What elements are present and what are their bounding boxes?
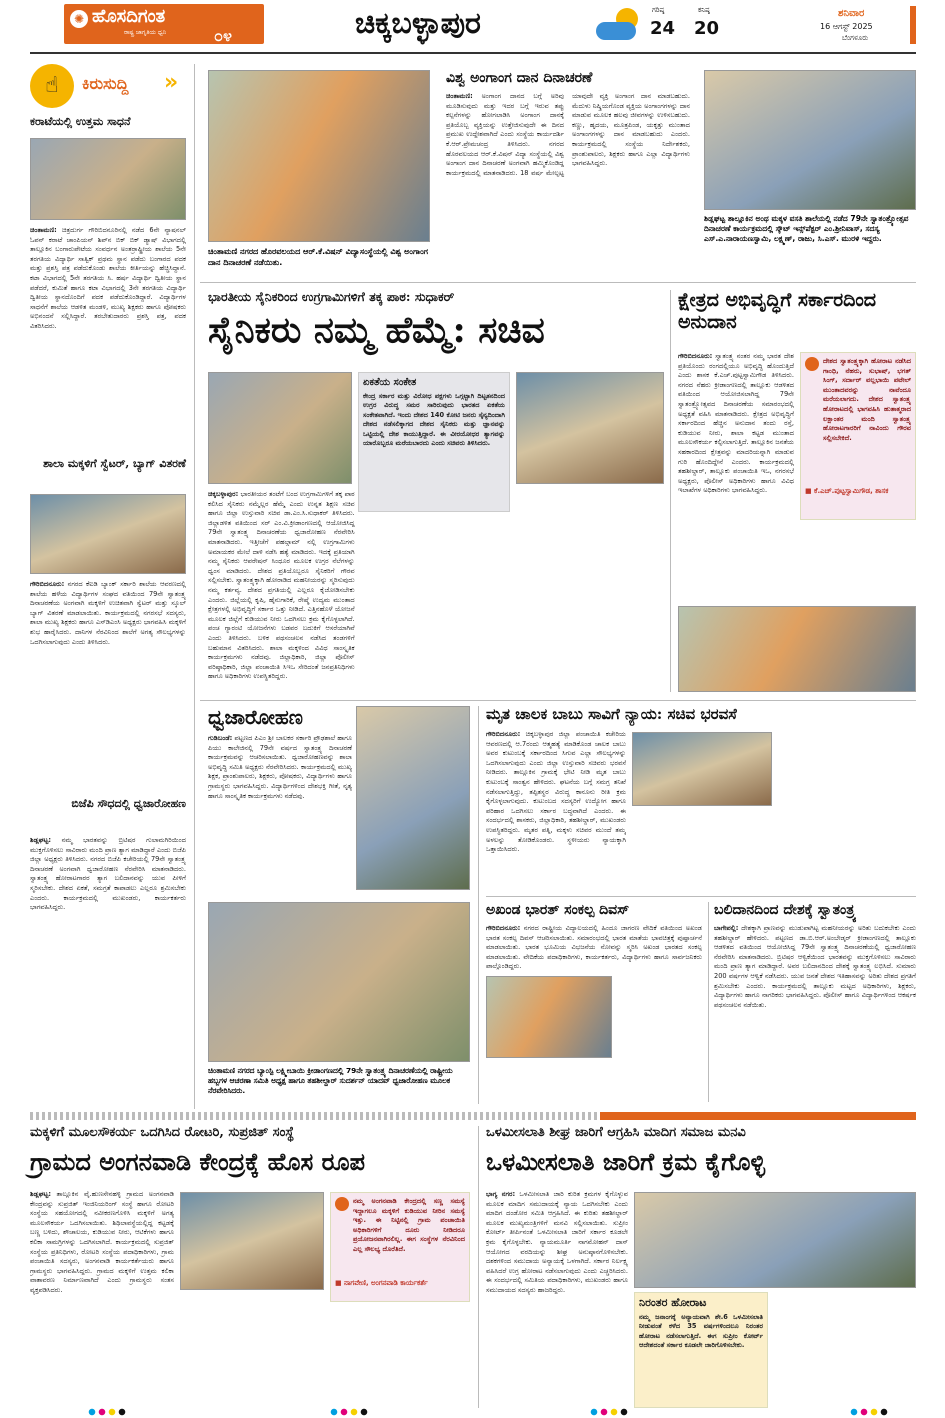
army-photo-1 [208, 372, 352, 484]
sweater-dateline: ಗೌರಿಬಿದನೂರು: [30, 580, 65, 588]
reservation-box-title: ನಿರಂತರ ಹೋರಾಟ [639, 1296, 707, 1309]
chevron-icon: » [164, 70, 179, 95]
stadium-caption: ಚಿಂತಾಮಣಿ ನಗರದ ಬ್ಯಾಂಸ್ಟಿ ಲಕ್ಷ್ಮೀಬಾಯಿ ಕ್ರೀಡಾಂಗಣದಲ್ಲಿ 79ನೇ ಸ್ವಾತಂತ್ರ್ಯ ದಿನಾಚರಣೆಯಲ್ಲಿ ರಾಷ್ಟ್ರೀಯ ಹಬ್ಬಗಳ ಆಚರಣಾ ಸಮಿತಿ ಅಧ್ಯಕ್ಷ ಹಾಗೂ ತಹಶೀಲ್ದಾರ್ ಸುದರ್ಶನ್ ಯಾದವ್ ಧ್ವಜಾರೋಹಣ ಮೂಲಕ ನೆರವೇರಿಸಿದರು. [208, 1066, 453, 1095]
karate-photo [30, 138, 186, 220]
bottom-band-accent [600, 1112, 916, 1120]
driver-photo [632, 732, 772, 806]
top-row-divider [200, 282, 916, 283]
issue-date: 16 ಆಗಸ್ಟ್ 2025 [820, 22, 873, 31]
driver-body-cont [632, 810, 916, 890]
karate-body: ಚಿಂತಾಮಣಿ: ಚಿತ್ರದುರ್ಗ ಗೌರಿಬಿದನೂರಿನಲ್ಲಿ ನಡೆದ 6ನೇ ನ್ಯಾಷನಲ್ ಓಪನ್ ಕರಾಟೆ ಚಾಂಪಿಯನ್ ಶಿಪ್‌ನ ಬಿಕ್ ಬಿಕ್ ಡ್ಯಾಷ್ ವಿಭಾಗದಲ್ಲಿ ತಾಲ್ಲೂಕಿನ ಬಂಗಾರುಪೇಟೆಯ ಸಂವರ್ಧನ ಅಂತರ್ರಾಷ್ಟ್ರೀಯ ಶಾಲೆಯ 5ನೇ ತರಗತಿಯ ವಿದ್ಯಾರ್ಥಿ ಸಾತ್ವಿಕ್ ಪ್ರಥಮ ಸ್ಥಾನ ಪಡೆದು ಬಂಗಾರದ ಪದಕ ಮತ್ತು ಪ್ರಶಸ್ತಿ ಪತ್ರ ಪಡೆದುಕೊಂಡು ಶಾಲೆಯ ಕೀರ್ತಿಯನ್ನು ಹೆಚ್ಚಿಸಿದ್ದಾನೆ. ಕಟಾ ವಿಭಾಗದಲ್ಲಿ 5ನೇ ತರಗತಿಯ ಸಿ. ಹರ್ಷ ವಿದ್ಯಾರ್ಥಿ ದ್ವಿತೀಯ ಸ್ಥಾನ ಪಡೆದರೆ, ಕುಮಿತೆ ಹಾಗೂ ಕಟಾ ವಿಭಾಗದಲ್ಲಿ 3ನೇ ತರಗತಿಯ ವಿದ್ಯಾರ್ಥಿ ದ್ವಿತೀಯ ಸ್ಥಾನದೊಂದಿಗೆ ಪದಕ ಪಡೆದುಕೊಂಡಿದ್ದಾರೆ. ವಿದ್ಯಾರ್ಥಿಗಳ ಸಾಧನೆಗೆ ಶಾಲೆಯ ಆಡಳಿತ ಮಂಡಳಿ, ಮುಖ್ಯ ಶಿಕ್ಷಕರು ಹಾಗೂ ಪೋಷಕರು ಅಭಿನಂದನೆ ಸಲ್ಲಿಸಿದ್ದಾರೆ. ತರಬೇತುದಾರರು ಪ್ರಶಸ್ತಿ ಪತ್ರ, ಪದಕ ವಿತರಿಸಿದರು. [30, 226, 186, 330]
mid-divider [200, 700, 916, 701]
bjp-body: ಶಿಡ್ಲಘಟ್ಟ: ನಮ್ಮ ಭಾರತವನ್ನು ಬ್ರಿಟಿಷರ ಗುಲಾಮಗಿರಿಯಿಂದ ಮುಕ್ತಗೊಳಿಸಲು ಸಾವಿರಾರು ಮಂದಿ ಪ್ರಾಣ ತ್ಯಾಗ ಮಾಡಿದ್ದಾರೆ ಎಂದು ಬಿಜೆಪಿ ಜಿಲ್ಲಾ ಅಧ್ಯಕ್ಷರು ತಿಳಿಸಿದರು. ನಗರದ ಬಿಜೆಪಿ ಕಚೇರಿಯಲ್ಲಿ 79ನೇ ಸ್ವಾತಂತ್ರ್ಯ ದಿನಾಚರಣೆ ಅಂಗವಾಗಿ ಧ್ವಜಾರೋಹಣ ನೆರವೇರಿಸಿ ಮಾತನಾಡಿದರು. ಸ್ವಾತಂತ್ರ್ಯ ಹೋರಾಟಗಾರರ ತ್ಯಾಗ ಬಲಿದಾನವನ್ನು ಯುವ ಪೀಳಿಗೆ ಸ್ಮರಿಸಬೇಕು. ದೇಶದ ಏಕತೆ, ಸಮಗ್ರತೆ ಕಾಪಾಡಲು ಎಲ್ಲರೂ ಶ್ರಮಿಸಬೇಕು ಎಂದರು. ಕಾರ್ಯಕ್ರಮದಲ್ಲಿ ಮುಖಂಡರು, ಕಾರ್ಯಕರ್ತರು ಭಾಗವಹಿಸಿದ್ದರು. [30, 836, 186, 912]
army-divider [670, 290, 671, 692]
anganwadi-quote: ನಮ್ಮ ಅಂಗನವಾಡಿ ಕೇಂದ್ರದಲ್ಲಿ ಸಣ್ಣ ಸಮಸ್ಯೆ ಇದ್ದಾಗಲೂ ಮಕ್ಕಳಿಗೆ ಕುಡಿಯುವ ನೀರಿನ ಸಮಸ್ಯೆ ಇತ್ತು. ಈ ನಿಟ್ಟಿನಲ್ಲಿ ಗ್ರಾಮ ಪಂಚಾಯಿತಿ ಅಧಿಕಾರಿಗಳಿಗೆ ದೂರು ನೀಡಿದರೂ ಪ್ರಯೋಜನವಾಗಿರಲಿಲ್ಲ. ಈಗ ಸಂಸ್ಥೆಗಳ ನೆರವಿನಿಂದ ಎಲ್ಲ ಸೌಲಭ್ಯ ದೊರೆತಿದೆ. [353, 1197, 465, 1253]
quote-icon [805, 357, 819, 371]
akhanda-body: ಗೌರಿಬಿದನೂರು: ನಗರದ ರಾಷ್ಟ್ರೀಯ ವಿದ್ಯಾಲಯದಲ್ಲಿ ಹಿಂದೂ ಜಾಗರಣ ವೇದಿಕೆ ವತಿಯಿಂದ ಅಖಂಡ ಭಾರತ ಸಂಕಲ್ಪ ದಿವಸ್ ಆಚರಿಸಲಾಯಿತು. ಸಮಾರಂಭದಲ್ಲಿ ಭಾರತ ಮಾತೆಯ ಭಾವಚಿತ್ರಕ್ಕೆ ಪುಷ್ಪಾರ್ಚನೆ ಮಾಡಲಾಯಿತು. ಭಾರತ ಭೂಮಿಯ ವಿಭಜನೆಯ ನೋವನ್ನು ಸ್ಮರಿಸಿ ಅಖಂಡ ಭಾರತದ ಸಂಕಲ್ಪ ಮಾಡಲಾಯಿತು. ವೇದಿಕೆಯ ಪದಾಧಿಕಾರಿಗಳು, ಕಾರ್ಯಕರ್ತರು, ವಿದ್ಯಾರ್ಥಿಗಳು ಹಾಗೂ ಸಾರ್ವಜನಿಕರು ಪಾಲ್ಗೊಂಡಿದ್ದರು. [486, 924, 702, 971]
organ-day-photo [208, 70, 430, 242]
min-temp: 20 [694, 18, 720, 39]
reservation-headline: ಒಳಮೀಸಲಾತಿ ಜಾರಿಗೆ ಕ್ರಮ ಕೈಗೊಳ್ಳಿ [486, 1147, 766, 1176]
dev-quote-box [800, 352, 916, 520]
dev-photo [678, 606, 916, 692]
reservation-photo [634, 1192, 916, 1288]
reservation-body: ಭಾಗ್ಯ ನಗರ: ಒಳಮೀಸಲಾತಿ ಜಾರಿ ಕುರಿತ ಕ್ರಮಗಳ ಕೈಗೊಳ್ಳುವ ಮೂಲಕ ಮಾದಿಗ ಸಮುದಾಯಕ್ಕೆ ನ್ಯಾಯ ಒದಗಿಸಬೇಕು ಎಂದು ಮಾದಿಗ ದಂಡೋರ ಸಮಿತಿ ಆಗ್ರಹಿಸಿದೆ. ಈ ಕುರಿತು ತಹಶೀಲ್ದಾರ್ ಮೂಲಕ ಮುಖ್ಯಮಂತ್ರಿಗಳಿಗೆ ಮನವಿ ಸಲ್ಲಿಸಲಾಯಿತು. ಸುಪ್ರೀಂ ಕೋರ್ಟ್ ತೀರ್ಪಿನಂತೆ ಒಳಮೀಸಲಾತಿ ಜಾರಿಗೆ ಸರ್ಕಾರ ಕೂಡಲೇ ಕ್ರಮ ಕೈಗೊಳ್ಳಬೇಕು. ನ್ಯಾಯಮೂರ್ತಿ ನಾಗಮೋಹನ್ ದಾಸ್ ಆಯೋಗದ ವರದಿಯನ್ನು ಶೀಘ್ರ ಅನುಷ್ಠಾನಗೊಳಿಸಬೇಕು. ದಶಕಗಳಿಂದ ಸಮುದಾಯ ಅನ್ಯಾಯಕ್ಕೆ ಒಳಗಾಗಿದೆ. ಸರ್ಕಾರ ನಿರ್ಲಕ್ಷ್ಯ ವಹಿಸಿದರೆ ಉಗ್ರ ಹೋರಾಟ ನಡೆಸಲಾಗುವುದು ಎಂದು ಎಚ್ಚರಿಸಿದರು. ಈ ಸಂದರ್ಭದಲ್ಲಿ ಸಮಿತಿಯ ಪದಾಧಿಕಾರಿಗಳು, ಮುಖಂಡರು ಹಾಗೂ ಸಮುದಾಯದ ಸದಸ್ಯರು ಹಾಜರಿದ್ದರು. [486, 1190, 628, 1294]
army-dateline: ಚಿಕ್ಕಬಳ್ಳಾಪುರ: [208, 490, 239, 498]
hand-icon: ☝ [30, 64, 74, 108]
masthead [30, 2, 920, 48]
reservation-box-text: ನಮ್ಮ ಜನಾಂಗಕ್ಕೆ ಅನ್ಯಾಯವಾಗಿ ಶೇ.6 ಒಳಮೀಸಲಾತಿ ನೀಡುವಂತೆ ಕಳೆದ 35 ವರ್ಷಗಳಿಂದಲೂ ನಿರಂತರ ಹೋರಾಟ ನಡೆಸಲಾಗುತ್ತಿದೆ. ಈಗ ಸುಪ್ರೀಂ ಕೋರ್ಟ್ ಆದೇಶದಂತೆ ಸರ್ಕಾರ ಕೂಡಲೇ ಜಾರಿಗೊಳಿಸಬೇಕು. [639, 1312, 763, 1350]
registration-marks-right [590, 1408, 630, 1416]
dev-dateline: ಗೌರಿಬಿದನೂರು: [678, 352, 713, 360]
flag-headline: ಧ್ವಜಾರೋಹಣ [208, 705, 303, 729]
anganwadi-quote-box [330, 1192, 470, 1302]
registration-marks-far-right [850, 1408, 890, 1416]
issue-day: ಶನಿವಾರ [838, 8, 865, 19]
bottom-divider [478, 1126, 479, 1408]
anganwadi-photo [180, 1192, 324, 1290]
anganwadi-kicker: ಮಕ್ಕಳಿಗೆ ಮೂಲಸೌಕರ್ಯ ಒದಗಿಸಿದ ರೋಟರಿ, ಸುಪ್ರಜಿತ್ ಸಂಸ್ಥೆ [30, 1125, 295, 1140]
sweater-body: ಗೌರಿಬಿದನೂರು: ನಗರದ ಕೆಐಡಿ ಬ್ಯಾಂಕ್ ಸರ್ಕಾರಿ ಶಾಲೆಯ ಆವರಣದಲ್ಲಿ ಶಾಲೆಯ ಹಳೆಯ ವಿದ್ಯಾರ್ಥಿಗಳ ಸಂಘದ ವತಿಯಿಂದ 79ನೇ ಸ್ವಾತಂತ್ರ್ಯ ದಿನಾಚರಣೆಯ ಅಂಗವಾಗಿ ಮಕ್ಕಳಿಗೆ ಉಚಿತವಾಗಿ ಸ್ವೆಟರ್ ಮತ್ತು ಸ್ಕೂಲ್ ಬ್ಯಾಗ್ ವಿತರಣೆ ಮಾಡಲಾಯಿತು. ಕಾರ್ಯಕ್ರಮದಲ್ಲಿ ನಗರಸಭೆ ಸದಸ್ಯರು, ಶಾಲಾ ಮುಖ್ಯ ಶಿಕ್ಷಕರು ಹಾಗೂ ಎಸ್‌ಡಿಎಂಸಿ ಅಧ್ಯಕ್ಷರು ಭಾಗವಹಿಸಿ ಮಕ್ಕಳಿಗೆ ಶುಭ ಹಾರೈಸಿದರು. ದಾನಿಗಳ ನೆರವಿನಿಂದ ಶಾಲೆಗೆ ಅಗತ್ಯ ಸೌಲಭ್ಯಗಳನ್ನು ಒದಗಿಸಲಾಗುವುದು ಎಂದು ತಿಳಿಸಿದರು. [30, 580, 186, 646]
anganwadi-body: ಶಿಡ್ಲಘಟ್ಟ: ತಾಲ್ಲೂಕಿನ ವೈ.ಹುಣಸೇನಹಳ್ಳಿ ಗ್ರಾಮದ ಅಂಗನವಾಡಿ ಕೇಂದ್ರವನ್ನು ಸುಪ್ರಜಿತ್ ಇಂಜಿನಿಯರಿಂಗ್ ಸಂಸ್ಥೆ ಹಾಗೂ ರೋಟರಿ ಸಂಸ್ಥೆಯ ಸಹಯೋಗದಲ್ಲಿ ನವೀಕರಣಗೊಳಿಸಿ ಮಕ್ಕಳಿಗೆ ಅಗತ್ಯ ಮೂಲಸೌಕರ್ಯ ಒದಗಿಸಲಾಯಿತು. ಶಿಥಿಲಾವಸ್ಥೆಯಲ್ಲಿದ್ದ ಕಟ್ಟಡಕ್ಕೆ ಬಣ್ಣ ಬಳಿದು, ಶೌಚಾಲಯ, ಕುಡಿಯುವ ನೀರು, ಆಟಿಕೆಗಳು ಹಾಗೂ ಕಲಿಕಾ ಸಾಮಗ್ರಿಗಳನ್ನು ಒದಗಿಸಲಾಗಿದೆ. ಕಾರ್ಯಕ್ರಮದಲ್ಲಿ ಸುಪ್ರಜಿತ್ ಸಂಸ್ಥೆಯ ಪ್ರತಿನಿಧಿಗಳು, ರೋಟರಿ ಸಂಸ್ಥೆಯ ಪದಾಧಿಕಾರಿಗಳು, ಗ್ರಾಮ ಪಂಚಾಯಿತಿ ಸದಸ್ಯರು, ಅಂಗನವಾಡಿ ಕಾರ್ಯಕರ್ತೆಯರು ಹಾಗೂ ಗ್ರಾಮಸ್ಥರು ಭಾಗವಹಿಸಿದ್ದರು. ಗ್ರಾಮದ ಮಕ್ಕಳಿಗೆ ಉತ್ತಮ ಕಲಿಕಾ ವಾತಾವರಣ ನಿರ್ಮಾಣವಾಗಿದೆ ಎಂದು ಗ್ರಾಮಸ್ಥರು ಸಂತಸ ವ್ಯಕ್ತಪಡಿಸಿದರು. [30, 1190, 174, 1294]
anganwadi-dateline: ಶಿಡ್ಲಘಟ್ಟ: [30, 1190, 51, 1198]
army-kicker: ಭಾರತೀಯ ಸೈನಿಕರಿಂದ ಉಗ್ರಗಾಮಿಗಳಿಗೆ ತಕ್ಕ ಪಾಠ: ಸುಧಾಕರ್ [208, 289, 455, 304]
anganwadi-headline: ಗ್ರಾಮದ ಅಂಗನವಾಡಿ ಕೇಂದ್ರಕ್ಕೆ ಹೊಸ ರೂಪ [30, 1147, 365, 1176]
army-headline: ಸೈನಿಕರು ನಮ್ಮ ಹೆಮ್ಮೆ: ಸಚಿವ [208, 309, 545, 351]
anganwadi-quote-by: ■ ನಾಗವೇಣಿ, ಅಂಗನವಾಡಿ ಕಾರ್ಯಕರ್ತೆ [335, 1279, 428, 1287]
organ-dateline: ಚಿಂತಾಮಣಿ: [446, 92, 473, 100]
akhanda-divider [708, 902, 709, 1102]
min-label: ಕನಿಷ್ಠ [698, 6, 710, 14]
sacrifice-headline: ಬಲಿದಾನದಿಂದ ದೇಶಕ್ಕೆ ಸ್ವಾತಂತ್ರ್ಯ [714, 902, 857, 918]
left-column-divider [194, 64, 195, 1109]
registration-marks-mid [330, 1408, 370, 1416]
dev-quote: ದೇಶದ ಸ್ವಾತಂತ್ರ್ಯಕ್ಕಾಗಿ ಹೋರಾಟ ನಡೆಸಿದ ಗಾಂಧಿ, ನೆಹರು, ಸುಭಾಷ್, ಭಗತ್ ಸಿಂಗ್, ಸರ್ದಾರ್ ವಲ್ಲಭಾಯಿ ಪಟೇಲ್ ಮುಂತಾದವರನ್ನು ನಾವೆಂದೂ ಮರೆಯಲಾಗದು. ದೇಶದ ಸ್ವಾತಂತ್ರ್ಯ ಹೋರಾಟದಲ್ಲಿ ಭಾಗವಹಿಸಿ ಹುತಾತ್ಮರಾದ ಲಕ್ಷಾಂತರ ಮಂದಿ ಸ್ವಾತಂತ್ರ್ಯ ಹೋರಾಟಗಾರರಿಗೆ ನಾವಿಂದು ಗೌರವ ಸಲ್ಲಿಸಬೇಕಿದೆ. [823, 357, 911, 442]
driver-dateline: ಗೌರಿಬಿದನೂರು: [486, 730, 521, 738]
logo-text: ಹೊಸದಿಗಂತ [92, 6, 166, 27]
bjp-headline: ಬಿಜೆಪಿ ಸೌಧದಲ್ಲಿ ಧ್ವಜಾರೋಹಣ [71, 797, 186, 810]
stadium-photo [208, 902, 470, 1062]
sweater-headline: ಶಾಲಾ ಮಕ್ಕಳಿಗೆ ಸ್ವೆಟರ್, ಬ್ಯಾಗ್ ವಿತರಣೆ [43, 457, 186, 470]
reservation-body-2 [774, 1292, 916, 1408]
flag-divider [478, 706, 479, 1104]
akhanda-dateline: ಗೌರಿಬಿದನೂರು: [486, 924, 521, 932]
edition-title: ಚಿಕ್ಕಬಳ್ಳಾಪುರ [355, 6, 481, 41]
flag-dateline: ಗುಡಿಬಂಡೆ: [208, 734, 233, 742]
anganwadi-body-3 [330, 1306, 470, 1408]
issue-city: ಬೆಂಗಳೂರು [842, 34, 869, 42]
karate-dateline: ಚಿಂತಾಮಣಿ: [30, 226, 57, 234]
sweater-photo [30, 494, 186, 574]
unity-box-text: ಕೇಂದ್ರ ಸರ್ಕಾರ ಮತ್ತು ವಿರೋಧ ಪಕ್ಷಗಳು ಒಗ್ಗಟ್ಟಾಗಿ ದಿಟ್ಟತನದಿಂದ ಉಗ್ರರ ವಿರುದ್ಧ ಸಮರ ಸಾರಿರುವುದು ಭಾರತದ ಏಕತೆಯ ಸಂಕೇತವಾಗಿದೆ. ಇಂದು ದೇಶದ 140 ಕೋಟಿ ಜನರು ಸೈನ್ಯದಿಂದಾಗಿ ದೇಶದ ನಡೆಸಲಿಕ್ಕಾಗದ ದೇಶದ ಸೈನಿಕರು ಮತ್ತು ಜ್ಞಾನವನ್ನು ಒಟ್ಟಿಯಲ್ಲಿ ದೇಶ ಕಾಯುತ್ತಿದ್ದಾರೆ. ಈ ವೀರಯೋಧರ ತ್ಯಾಗವನ್ನು ಯಾರೊಬ್ಬರೂ ಮರೆಯಬಾರದು ಎಂದು ಸಚಿವರು ತಿಳಿಸಿದರು. [363, 391, 505, 448]
reservation-kicker: ಒಳಮೀಸಲಾತಿ ಶೀಘ್ರ ಜಾರಿಗೆ ಆಗ್ರಹಿಸಿ ಮಾದಿಗ ಸಮಾಜ ಮನವಿ [486, 1125, 746, 1140]
lamp-icon: ✺ [70, 10, 88, 28]
dev-body: ಗೌರಿಬಿದನೂರು: ಸ್ವಾತಂತ್ರ್ಯ ನಂತರ ನಮ್ಮ ಭಾರತ ದೇಶ ಪ್ರತಿಯೊಂದು ರಂಗದಲ್ಲಿಯೂ ಅಭಿವೃದ್ಧಿ ಹೊಂದುತ್ತಿದೆ ಎಂದು ಶಾಸಕ ಕೆ.ಎಚ್.ಪುಟ್ಟಸ್ವಾಮಿಗೌಡ ತಿಳಿಸಿದರು. ನಗರದ ನೆಹರು ಕ್ರೀಡಾಂಗಣದಲ್ಲಿ ತಾಲ್ಲೂಕು ಆಡಳಿತದ ವತಿಯಿಂದ ಆಯೋಜಿಸಲಾಗಿದ್ದ 79ನೇ ಸ್ವಾತಂತ್ರ್ಯೋತ್ಸವದ ದಿನಾಚರಣೆಯ ಸಮಾರಂಭದಲ್ಲಿ ಅಧ್ಯಕ್ಷತೆ ವಹಿಸಿ ಮಾತನಾಡಿದರು. ಕ್ಷೇತ್ರದ ಅಭಿವೃದ್ಧಿಗೆ ಸರ್ಕಾರದಿಂದ ಹೆಚ್ಚಿನ ಅನುದಾನ ತಂದು ರಸ್ತೆ, ಕುಡಿಯುವ ನೀರು, ಶಾಲಾ ಕಟ್ಟಡ ಮುಂತಾದ ಮೂಲಸೌಕರ್ಯ ಕಲ್ಪಿಸಲಾಗುತ್ತಿದೆ. ತಾಲ್ಲೂಕಿನ ಜನತೆಯ ಸಹಕಾರದಿಂದ ಕ್ಷೇತ್ರವನ್ನು ಮಾದರಿಯನ್ನಾಗಿ ಮಾಡುವ ಗುರಿ ಹೊಂದಿದ್ದೇನೆ ಎಂದರು. ಕಾರ್ಯಕ್ರಮದಲ್ಲಿ ತಹಶೀಲ್ದಾರ್, ತಾಲ್ಲೂಕು ಪಂಚಾಯಿತಿ ಇಒ, ನಗರಸಭೆ ಅಧ್ಯಕ್ಷರು, ಪೊಲೀಸ್ ಅಧಿಕಾರಿಗಳು ಹಾಗೂ ವಿವಿಧ ಇಲಾಖೆಗಳ ಅಧಿಕಾರಿಗಳು ಭಾಗವಹಿಸಿದ್ದರು. [678, 352, 794, 495]
logo-tagline: ರಾಷ್ಟ್ರ ಜಾಗೃತಿಯ ಧ್ವನಿ [124, 29, 167, 36]
akhanda-photo [486, 976, 612, 1058]
header-accent [910, 6, 916, 44]
max-temp: 24 [650, 18, 676, 39]
army-photo-2 [516, 372, 664, 484]
akhanda-body-side [616, 976, 702, 1100]
quote-icon [335, 1197, 349, 1211]
sacrifice-dateline: ಬಾಗೇಪಲ್ಲಿ: [714, 924, 739, 932]
scout-photo [704, 70, 916, 210]
driver-headline: ಮೃತ ಚಾಲಕ ಬಾಬು ಸಾವಿಗೆ ನ್ಯಾಯ: ಸಚಿವ ಭರವಸೆ [486, 705, 737, 723]
driver-body: ಗೌರಿಬಿದನೂರು: ಚಿಕ್ಕಬಳ್ಳಾಪುರ ಜಿಲ್ಲಾ ಪಂಚಾಯಿತಿ ಕಚೇರಿಯ ಆವರಣದಲ್ಲಿ ಆ.7ರಂದು ಆತ್ಮಹತ್ಯೆ ಮಾಡಿಕೊಂಡ ಚಾಲಕ ಬಾಬು ಅವರ ಕುಟುಂಬಕ್ಕೆ ಸರ್ಕಾರದಿಂದ ಸಿಗುವ ಎಲ್ಲಾ ಸೌಲಭ್ಯಗಳನ್ನು ಒದಗಿಸಲಾಗುವುದು ಎಂದು ಜಿಲ್ಲಾ ಉಸ್ತುವಾರಿ ಸಚಿವರು ಭರವಸೆ ನೀಡಿದರು. ತಾಲ್ಲೂಕಿನ ಗ್ರಾಮಕ್ಕೆ ಭೇಟಿ ನೀಡಿ ಮೃತ ಬಾಬು ಕುಟುಂಬಕ್ಕೆ ಸಾಂತ್ವನ ಹೇಳಿದರು. ಘಟನೆಯ ಬಗ್ಗೆ ಸಮಗ್ರ ತನಿಖೆ ನಡೆಸಲಾಗುತ್ತಿದ್ದು, ತಪ್ಪಿತಸ್ಥರ ವಿರುದ್ಧ ಕಾನೂನು ರೀತಿ ಕ್ರಮ ಕೈಗೊಳ್ಳಲಾಗುವುದು. ಕುಟುಂಬದ ಸದಸ್ಯರಿಗೆ ಉದ್ಯೋಗ ಹಾಗೂ ಪರಿಹಾರ ಒದಗಿಸಲು ಸರ್ಕಾರ ಬದ್ಧವಾಗಿದೆ ಎಂದರು. ಈ ಸಂದರ್ಭದಲ್ಲಿ ಶಾಸಕರು, ಜಿಲ್ಲಾಧಿಕಾರಿ, ತಹಶೀಲ್ದಾರ್, ಮುಖಂಡರು ಉಪಸ್ಥಿತರಿದ್ದರು. ಮೃತರ ಪತ್ನಿ, ಮಕ್ಕಳು ಸಚಿವರ ಮುಂದೆ ತಮ್ಮ ಅಳಲನ್ನು ತೋಡಿಕೊಂಡರು. ಸ್ಥಳೀಯರು ನ್ಯಾಯಕ್ಕಾಗಿ ಒತ್ತಾಯಿಸಿದರು. [486, 730, 626, 854]
karate-headline: ಕರಾಟೆಯಲ್ಲಿ ಉತ್ತಮ ಸಾಧನೆ [30, 115, 131, 128]
dev-headline: ಕ್ಷೇತ್ರದ ಅಭಿವೃದ್ಧಿಗೆ ಸರ್ಕಾರದಿಂದ ಅನುದಾನ [678, 289, 877, 333]
akhanda-headline: ಅಖಂಡ ಭಾರತ್ ಸಂಕಲ್ಪ ದಿವಸ್ [486, 902, 630, 918]
driver-divider [486, 896, 916, 897]
organ-day-caption: ಚಿಂತಾಮಣಿ ನಗರದ ಹೊರವಲಯದ ಆರ್.ಕೆ.ವಿಷನ್ ವಿದ್ಯಾಸಂಸ್ಥೆಯಲ್ಲಿ ವಿಶ್ವ ಅಂಗಾಂಗ ದಾನ ದಿನಾಚರಣೆ ನಡೆಯಿತು. [208, 247, 428, 267]
reservation-dateline: ಭಾಗ್ಯ ನಗರ: [486, 1190, 516, 1198]
registration-marks-left [88, 1408, 128, 1416]
army-body: ಚಿಕ್ಕಬಳ್ಳಾಪುರ: ಭಾರತೀಯರ ತಂಟೆಗೆ ಬಂದ ಉಗ್ರಗಾಮಿಗಳಿಗೆ ತಕ್ಕ ಪಾಠ ಕಲಿಸಿದ ಸೈನಿಕರು ನಮ್ಮೆಲ್ಲರ ಹೆಮ್ಮೆ ಎಂದು ಉನ್ನತ ಶಿಕ್ಷಣ ಸಚಿವ ಹಾಗೂ ಜಿಲ್ಲಾ ಉಸ್ತುವಾರಿ ಸಚಿವ ಡಾ.ಎಂ.ಸಿ.ಸುಧಾಕರ್ ತಿಳಿಸಿದರು. ಜಿಲ್ಲಾಡಳಿತ ವತಿಯಿಂದ ಸರ್ ಎಂ.ವಿ.ಕ್ರೀಡಾಂಗಣದಲ್ಲಿ ಆಯೋಜಿಸಿದ್ದ 79ನೇ ಸ್ವಾತಂತ್ರ್ಯ ದಿನಾಚರಣೆಯ ಧ್ವಜಾರೋಹಣ ನೆರವೇರಿಸಿ ಮಾತನಾಡಿದರು. ಇತ್ತೀಚೆಗೆ ಪಹಲ್ಗಾಮ್ ನಲ್ಲಿ ಉಗ್ರಗಾಮಿಗಳು ಅಮಾಯಕರ ಮೇಲೆ ದಾಳಿ ನಡೆಸಿ ಹತ್ಯೆ ಮಾಡಿದರು. ಇದಕ್ಕೆ ಪ್ರತಿಯಾಗಿ ನಮ್ಮ ಸೈನಿಕರು ಆಪರೇಷನ್ ಸಿಂಧೂರ ಮೂಲಕ ಉಗ್ರರ ನೆಲೆಗಳನ್ನು ಧ್ವಂಸ ಮಾಡಿದರು. ದೇಶದ ಪ್ರತಿಯೊಬ್ಬರೂ ಸೈನಿಕರಿಗೆ ಗೌರವ ಸಲ್ಲಿಸಬೇಕು. ಸ್ವಾತಂತ್ರ್ಯಕ್ಕಾಗಿ ಹೋರಾಡಿದ ಮಹನೀಯರನ್ನು ಸ್ಮರಿಸುವುದು ನಮ್ಮ ಕರ್ತವ್ಯ. ದೇಶದ ಪ್ರಗತಿಯಲ್ಲಿ ಎಲ್ಲರೂ ಕೈಜೋಡಿಸಬೇಕು ಎಂದರು. ಜಿಲ್ಲೆಯಲ್ಲಿ ಕೃಷಿ, ಹೈನುಗಾರಿಕೆ, ರೇಷ್ಮೆ ಉದ್ಯಮ ಮುಂತಾದ ಕ್ಷೇತ್ರಗಳಲ್ಲಿ ಅಭಿವೃದ್ಧಿಗೆ ಸರ್ಕಾರ ಒತ್ತು ನೀಡಿದೆ. ಎತ್ತಿನಹೊಳೆ ಯೋಜನೆ ಮೂಲಕ ಜಿಲ್ಲೆಗೆ ಕುಡಿಯುವ ನೀರು ಒದಗಿಸಲು ಕ್ರಮ ಕೈಗೊಳ್ಳಲಾಗಿದೆ. ಪಂಚ ಗ್ಯಾರಂಟಿ ಯೋಜನೆಗಳು ಬಡವರ ಬದುಕಿಗೆ ಆಸರೆಯಾಗಿವೆ ಎಂದು ತಿಳಿಸಿದರು. ಬಳಿಕ ಪಥಸಂಚಲನ ನಡೆಸಿದ ತಂಡಗಳಿಗೆ ಬಹುಮಾನ ವಿತರಿಸಿದರು. ಶಾಲಾ ಮಕ್ಕಳಿಂದ ವಿವಿಧ ಸಾಂಸ್ಕೃತಿಕ ಕಾರ್ಯಕ್ರಮಗಳು ನಡೆದವು. ಜಿಲ್ಲಾಧಿಕಾರಿ, ಜಿಲ್ಲಾ ಪೊಲೀಸ್ ವರಿಷ್ಠಾಧಿಕಾರಿ, ಜಿಲ್ಲಾ ಪಂಚಾಯಿತಿ ಸಿಇಒ ಸೇರಿದಂತೆ ಜನಪ್ರತಿನಿಧಿಗಳು ಹಾಗೂ ಅಧಿಕಾರಿಗಳು ಉಪಸ್ಥಿತರಿದ್ದರು. [208, 490, 355, 681]
page-number: ೦೪ [214, 26, 232, 45]
flag-photo [356, 706, 470, 890]
kirusuddi-badge [30, 64, 184, 108]
weather-icon [592, 8, 644, 44]
organ-body: ಚಿಂತಾಮಣಿ: ಅಂಗಾಂಗ ದಾನದ ಬಗ್ಗೆ ಅರಿವು ಮೂಡಿಸುವುದು ಮತ್ತು ಇದರ ಬಗ್ಗೆ ಇರುವ ತಪ್ಪು ಕಲ್ಪನೆಗಳನ್ನು ಹೋಗಲಾಡಿಸಿ ಅಂಗಾಂಗ ದಾನಕ್ಕೆ ಪ್ರತಿಯೊಬ್ಬ ವ್ಯಕ್ತಿಯನ್ನು ಉತ್ತೇಜಿಸುವುದೇ ಈ ದಿನದ ಪ್ರಮುಖ ಉದ್ದೇಶವಾಗಿದೆ ಎಂದು ಸಂಸ್ಥೆಯ ಕಾರ್ಯದರ್ಶಿ ಕೆ.ಆರ್.ಪ್ರೇಮಚಂದ್ರ ತಿಳಿಸಿದರು. ನಗರದ ಹೊರವಲಯದ ಆರ್.ಕೆ.ವಿಷನ್ ವಿದ್ಯಾ ಸಂಸ್ಥೆಯಲ್ಲಿ ವಿಶ್ವ ಅಂಗಾಂಗ ದಾನ ದಿನಾಚರಣೆ ಅಂಗವಾಗಿ ಹಮ್ಮಿಕೊಂಡಿದ್ದ ಕಾರ್ಯಕ್ರಮದಲ್ಲಿ ಮಾತನಾಡಿದರು. 18 ವರ್ಷ ಮೇಲ್ಪಟ್ಟ ಯಾವುದೇ ವ್ಯಕ್ತಿ ಅಂಗಾಂಗ ದಾನ ಮಾಡಬಹುದು. ಮೆದುಳು ನಿಷ್ಕ್ರಿಯಗೊಂಡ ವ್ಯಕ್ತಿಯ ಅಂಗಾಂಗಗಳನ್ನು ದಾನ ಮಾಡುವ ಮೂಲಕ ಹಲವು ಜೀವಗಳನ್ನು ಉಳಿಸಬಹುದು. ಕಣ್ಣು, ಹೃದಯ, ಮೂತ್ರಪಿಂಡ, ಯಕೃತ್ತು ಮುಂತಾದ ಅಂಗಾಂಗಗಳನ್ನು ದಾನ ಮಾಡಬಹುದು ಎಂದರು. ಕಾರ್ಯಕ್ರಮದಲ್ಲಿ ಸಂಸ್ಥೆಯ ನಿರ್ದೇಶಕರು, ಪ್ರಾಂಶುಪಾಲರು, ಶಿಕ್ಷಕರು ಹಾಗೂ ಎಲ್ಲಾ ವಿದ್ಯಾರ್ಥಿಗಳು ಭಾಗವಹಿಸಿದ್ದರು. [446, 92, 690, 177]
max-label: ಗರಿಷ್ಠ [652, 6, 665, 14]
sacrifice-body: ಬಾಗೇಪಲ್ಲಿ: ದೇಶಕ್ಕಾಗಿ ಪ್ರಾಣವನ್ನು ಮುಡುಪಾಗಿಟ್ಟ ಮಹನೀಯರನ್ನು ಅರಿತು ಬದುಕಬೇಕು ಎಂದು ತಹಶೀಲ್ದಾರ್ ಹೇಳಿದರು. ಪಟ್ಟಣದ ಡಾ.ಬಿ.ಆರ್.ಅಂಬೇಡ್ಕರ್ ಕ್ರೀಡಾಂಗಣದಲ್ಲಿ ತಾಲ್ಲೂಕು ಆಡಳಿತದ ವತಿಯಿಂದ ಆಯೋಜಿಸಿದ್ದ 79ನೇ ಸ್ವಾತಂತ್ರ್ಯ ದಿನಾಚರಣೆಯಲ್ಲಿ ಧ್ವಜಾರೋಹಣ ನೆರವೇರಿಸಿ ಮಾತನಾಡಿದರು. ಬ್ರಿಟಿಷರ ಆಳ್ವಿಕೆಯಿಂದ ಭಾರತವನ್ನು ಮುಕ್ತಗೊಳಿಸಲು ಸಾವಿರಾರು ಮಂದಿ ಪ್ರಾಣ ತ್ಯಾಗ ಮಾಡಿದ್ದಾರೆ. ಅವರ ಬಲಿದಾನದಿಂದ ದೇಶಕ್ಕೆ ಸ್ವಾತಂತ್ರ್ಯ ಲಭಿಸಿದೆ. ಸುಮಾರು 200 ವರ್ಷಗಳ ಆಳ್ವಿಕೆ ನಡೆಸಿದರು. ಯುವ ಜನತೆ ದೇಶದ ಇತಿಹಾಸವನ್ನು ಅರಿತು ದೇಶದ ಪ್ರಗತಿಗೆ ಶ್ರಮಿಸಬೇಕು ಎಂದರು. ಕಾರ್ಯಕ್ರಮದಲ್ಲಿ ತಾಲ್ಲೂಕು ಮಟ್ಟದ ಅಧಿಕಾರಿಗಳು, ಶಿಕ್ಷಕರು, ವಿದ್ಯಾರ್ಥಿಗಳು ಹಾಗೂ ನಾಗರಿಕರು ಭಾಗವಹಿಸಿದ್ದರು. ಪೊಲೀಸ್ ಹಾಗೂ ವಿದ್ಯಾರ್ಥಿಗಳಿಂದ ಆಕರ್ಷಕ ಪಥಸಂಚಲನ ನಡೆಯಿತು. [714, 924, 916, 1009]
organ-headline: ವಿಶ್ವ ಅಂಗಾಂಗ ದಾನ ದಿನಾಚರಣೆ [446, 70, 593, 86]
bjp-dateline: ಶಿಡ್ಲಘಟ್ಟ: [30, 836, 51, 844]
unity-box-title: ಏಕತೆಯ ಸಂಕೇತ [363, 377, 417, 388]
reservation-box [634, 1292, 768, 1408]
dev-quote-by: ■ ಕೆ.ಎಚ್.ಪುಟ್ಟಸ್ವಾಮಿಗೌಡ, ಶಾಸಕ [805, 487, 889, 495]
header-rule [30, 52, 916, 54]
anganwadi-body-2 [180, 1296, 324, 1408]
flag-body: ಗುಡಿಬಂಡೆ: ಪಟ್ಟಣದ ಪಿಎಂ ಶ್ರೀ ಬಾಲಕರ ಸರ್ಕಾರಿ ಪ್ರೌಢಶಾಲೆ ಹಾಗೂ ಪಿಯು ಕಾಲೇಜಿನಲ್ಲಿ 79ನೇ ವರ್ಷದ ಸ್ವಾತಂತ್ರ್ಯ ದಿನಾಚರಣೆ ಕಾರ್ಯಕ್ರಮವನ್ನು ಆಚರಿಸಲಾಯಿತು. ಧ್ವಜಾರೋಹಣವನ್ನು ಶಾಲಾ ಅಭಿವೃದ್ಧಿ ಸಮಿತಿ ಅಧ್ಯಕ್ಷರು ನೆರವೇರಿಸಿದರು. ಕಾರ್ಯಕ್ರಮದಲ್ಲಿ ಮುಖ್ಯ ಶಿಕ್ಷಕ, ಪ್ರಾಂಶುಪಾಲರು, ಶಿಕ್ಷಕರು, ಪೋಷಕರು, ವಿದ್ಯಾರ್ಥಿಗಳು ಹಾಗೂ ಗ್ರಾಮಸ್ಥರು ಭಾಗವಹಿಸಿದ್ದರು. ವಿದ್ಯಾರ್ಥಿಗಳಿಂದ ದೇಶಭಕ್ತಿ ಗೀತೆ, ನೃತ್ಯ ಹಾಗೂ ಸಾಂಸ್ಕೃತಿಕ ಕಾರ್ಯಕ್ರಮಗಳು ನಡೆದವು. [208, 734, 352, 800]
kirusuddi-label: ಕಿರುಸುದ್ದಿ [82, 74, 129, 93]
logo [64, 4, 264, 44]
scout-caption: ಶಿಡ್ಲಘಟ್ಟ ತಾಲ್ಲೂಕಿನ ಅಂಥ ಮಕ್ಕಳ ವಸತಿ ಶಾಲೆಯಲ್ಲಿ ನಡೆದ 79ನೇ ಸ್ವಾತಂತ್ರ್ಯೋತ್ಸವ ದಿನಾಚರಣೆ ಕಾರ್ಯಕ್ರಮದಲ್ಲಿ ಸ್ಕೌಟ್ ಇನ್ಸ್‌ಪೆಕ್ಟರ್ ಎಂ.ಶ್ರೀನಿವಾಸ್, ಸದಸ್ಯ ಎಸ್.ಎ.ನಾರಾಯಣಸ್ವಾಮಿ, ಲಕ್ಷ್ಮಣ್, ರಾಜು, ಸಿ.ಎಸ್. ಮುರಳಿ ಇದ್ದರು. [704, 214, 909, 243]
